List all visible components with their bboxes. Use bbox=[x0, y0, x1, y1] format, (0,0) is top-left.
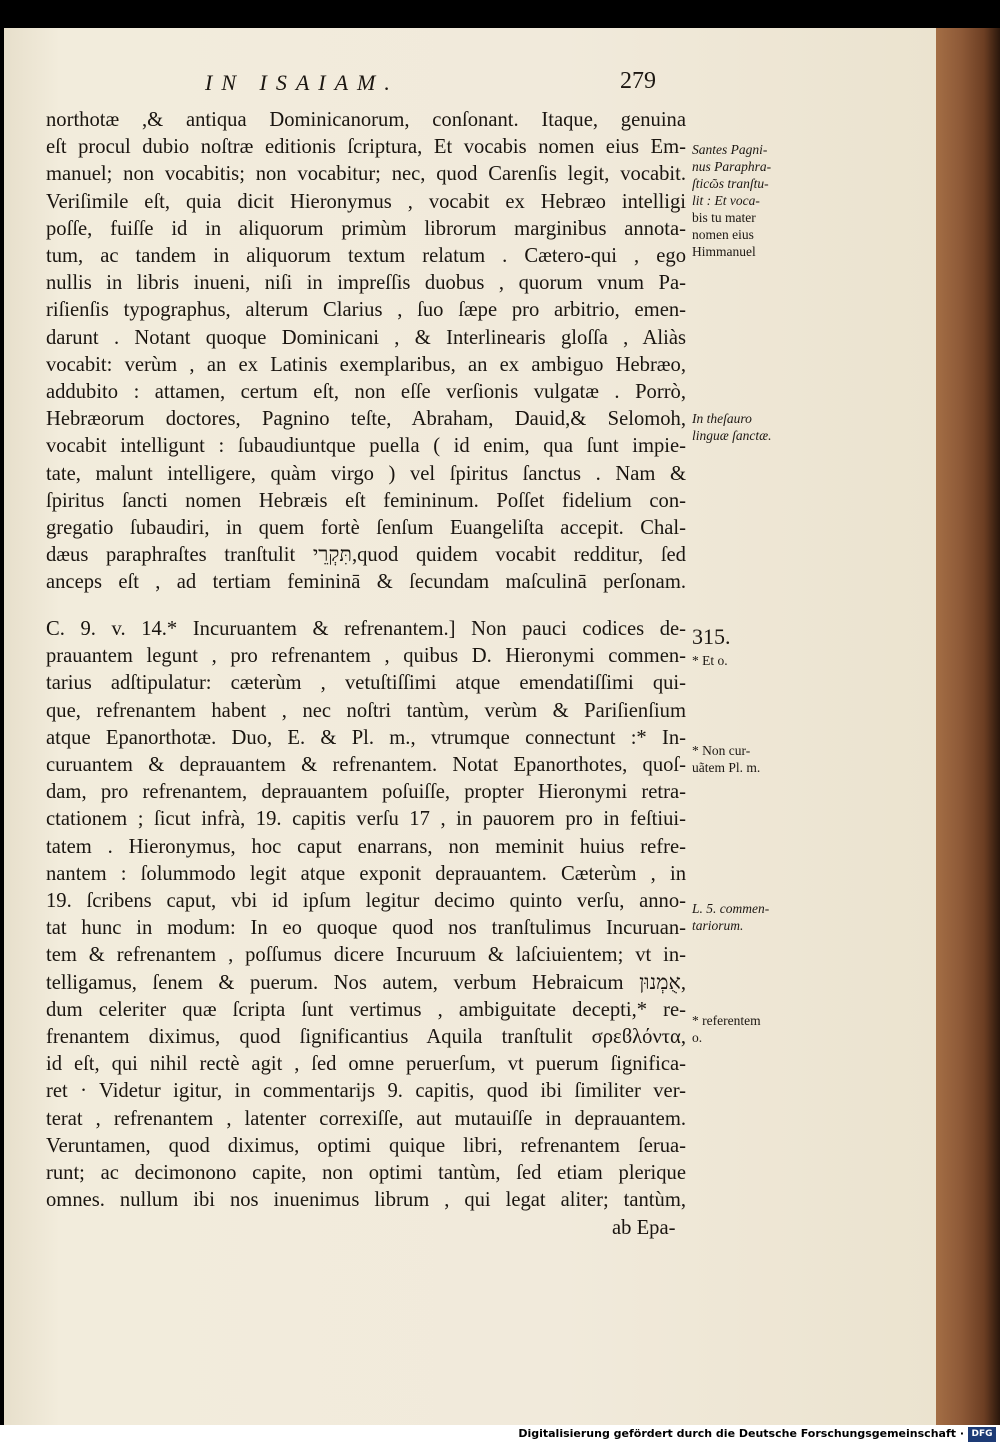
text-line: poſſe, fuiſſe id in aliquorum primùm librorum marginibus annota- bbox=[46, 217, 686, 240]
margin-line: In theſauro bbox=[692, 411, 752, 426]
text-line: prauantem legunt , pro refrenantem , quibus D. Hieronymi commen- bbox=[46, 645, 686, 668]
text-line: anceps eſt , ad tertiam femininā & ſecundam maſculinā perſonam. bbox=[46, 571, 686, 594]
text-line: tarius adſtipulatur: cæterùm , vetuſtiſſimi atque emendatiſſimi qui- bbox=[46, 672, 686, 695]
text-line: telligamus, ſenem & puerum. Nos autem, verbum Hebraicum אֻמְנוּן, bbox=[46, 971, 686, 994]
text-line: addubito : attamen, certum eſt, non eſſe verſionis vulgatæ . Porrò, bbox=[46, 381, 686, 404]
margin-note-et-o bbox=[692, 652, 792, 669]
text-line: id eſt, qui nihil rectè agit , ſed omne peruerſum, vt puerum ſignifica- bbox=[46, 1053, 686, 1076]
text-line: vocabit intelligunt : ſubaudiuntque puella ( id enim, qua ſunt impie- bbox=[46, 435, 686, 458]
margin-note-commentariorum bbox=[692, 900, 792, 934]
margin-line: tariorum. bbox=[692, 918, 744, 933]
margin-line: 315. bbox=[692, 624, 731, 649]
margin-line: bis tu mater bbox=[692, 210, 756, 225]
text-line: curuantem & deprauantem & refrenantem. Notat Epanorthotes, quoſ- bbox=[46, 754, 686, 777]
page-number: 279 bbox=[620, 68, 656, 94]
text-line: 19. ſcribens caput, vbi id ipſum legitur decimo quinto verſu, anno- bbox=[46, 890, 686, 913]
catchword: ab Epa- bbox=[612, 1217, 676, 1239]
margin-line: * Non cur- bbox=[692, 743, 751, 758]
text-line: darunt . Notant quoque Dominicani , & Interlinearis gloſſa , Aliàs bbox=[46, 326, 686, 349]
text-line: Veriſimile eſt, quia dicit Hieronymus , vocabit ex Hebræo intelligi bbox=[46, 190, 686, 213]
text-line: frenantem diximus, quod ſignificantius Aquila tranſtulit σρεϐλόντα, bbox=[46, 1026, 686, 1049]
margin-note-thesauro bbox=[692, 410, 792, 444]
margin-line: nus Paraphra- bbox=[692, 159, 772, 174]
text-line: dum celeriter quæ ſcripta ſunt vertimus , ambiguitate decepti,* re- bbox=[46, 998, 686, 1021]
text-line: tat hunc in modum: In eo quoque quod nos tranſtulimus Incuruan- bbox=[46, 917, 686, 940]
margin-line: * Et o. bbox=[692, 653, 728, 668]
margin-line: L. 5. commen- bbox=[692, 901, 770, 916]
text-line: ret · Videtur igitur, in commentarijs 9. capitis, quod ibi ſimiliter ver- bbox=[46, 1080, 686, 1103]
margin-line: Santes Pagni- bbox=[692, 142, 768, 157]
margin-note-number bbox=[692, 625, 792, 649]
margin-line: ſticῶs tranſtu- bbox=[692, 176, 769, 191]
text-line: C. 9. v. 14.* Incuruantem & refrenantem.] Non pauci codices de- bbox=[46, 618, 686, 640]
text-line: tum, ac tandem in aliquorum textum relatum . Cætero-qui , ego bbox=[46, 245, 686, 268]
text-line: terat , refrenantem , latenter correxiſſe, aut mutauiſſe in deprauantem. bbox=[46, 1107, 686, 1130]
text-line: Hebræorum doctores, Pagnino teſte, Abraham, Dauid,& Selomoh, bbox=[46, 408, 686, 431]
text-line: riſienſis typographus, alterum Clarius , ſuo ſæpe pro arbitrio, emen- bbox=[46, 299, 686, 322]
margin-line: o. bbox=[692, 1030, 703, 1045]
margin-line: Himmanuel bbox=[692, 244, 756, 259]
credit-bar bbox=[0, 1425, 1000, 1445]
text-line: eſt procul dubio noſtræ editionis ſcriptura, Et vocabis nomen eius Em- bbox=[46, 136, 686, 159]
margin-line: uãtem Pl. m. bbox=[692, 760, 761, 775]
text-line: omnes. nullum ibi nos inuenimus librum , qui legat aliter; tantùm, bbox=[46, 1189, 686, 1212]
paragraph-1 bbox=[46, 107, 686, 597]
running-title: IN ISAIAM. bbox=[205, 70, 399, 95]
text-line: ſpiritus ſancti nomen Hebræis eſt femininum. Poſſet fidelium con- bbox=[46, 489, 686, 512]
text-line: Veruntamen, quod diximus, optimi quique libri, refrenantem ſerua- bbox=[46, 1134, 686, 1157]
text-line: atque Epanorthotæ. Duo, E. & Pl. m., vtrumque connectunt :* In- bbox=[46, 726, 686, 749]
text-line: northotæ ,& antiqua Dominicanorum, conſonant. Itaque, genuina bbox=[46, 109, 686, 131]
margin-note-referentem bbox=[692, 1012, 792, 1046]
paragraph-2 bbox=[46, 616, 686, 1214]
text-line: que, refrenantem habent , nec noſtri tantùm, verùm & Pariſienſium bbox=[46, 699, 686, 722]
book-page-edge bbox=[936, 28, 1000, 1425]
text-line: gregatio ſubaudiri, in quem fortè ſenſum Euangeliſta accepit. Chal- bbox=[46, 517, 686, 540]
text-line: manuel; non vocabitis; non vocabitur; nec, quod Carenſis legit, vocabit. bbox=[46, 163, 686, 186]
text-line: ctationem ; ſicut infrà, 19. capitis verſu 17 , in pauorem pro in feſtiui- bbox=[46, 808, 686, 831]
text-line: nantem : ſolummodo legit atque exponit deprauantem. Cæterùm , in bbox=[46, 862, 686, 885]
margin-note-pagnini bbox=[692, 141, 792, 260]
margin-line: * referentem bbox=[692, 1013, 761, 1028]
text-line: nullis in libris inueni, niſi in impreſſis duobus , quorum vnum Pa- bbox=[46, 272, 686, 295]
text-line: tatem . Hieronymus, hoc caput enarrans, non meminit huius refre- bbox=[46, 835, 686, 858]
text-line: tate, malunt intelligere, quàm virgo ) vel ſpiritus ſanctus . Nam & bbox=[46, 462, 686, 485]
text-line: runt; ac decimonono capite, non optimi tantùm, ſed etiam plerique bbox=[46, 1162, 686, 1185]
margin-line: lit : Et voca- bbox=[692, 193, 760, 208]
text-line: dam, pro refrenantem, deprauantem poſuiſſe, propter Hieronymi retra- bbox=[46, 781, 686, 804]
text-line: vocabit: verùm , an ex Latinis exemplaribus, an ex ambiguo Hebræo, bbox=[46, 353, 686, 376]
margin-note-non-curuantem bbox=[692, 742, 792, 776]
text-line: dæus paraphraſtes tranſtulit תִּקְרֵי,quod quidem vocabit redditur, ſed bbox=[46, 544, 686, 567]
scan-border-top bbox=[0, 0, 1000, 28]
dfg-logo: DFG bbox=[968, 1427, 996, 1442]
text-line: tem & refrenantem , poſſumus dicere Incuruum & laſciuientem; vt in- bbox=[46, 944, 686, 967]
funding-credit: Digitalisierung gefördert durch die Deutsche Forschungsgemeinschaft · bbox=[518, 1427, 964, 1440]
margin-line: nomen eius bbox=[692, 227, 754, 242]
margin-line: linguæ ſanctæ. bbox=[692, 428, 772, 443]
